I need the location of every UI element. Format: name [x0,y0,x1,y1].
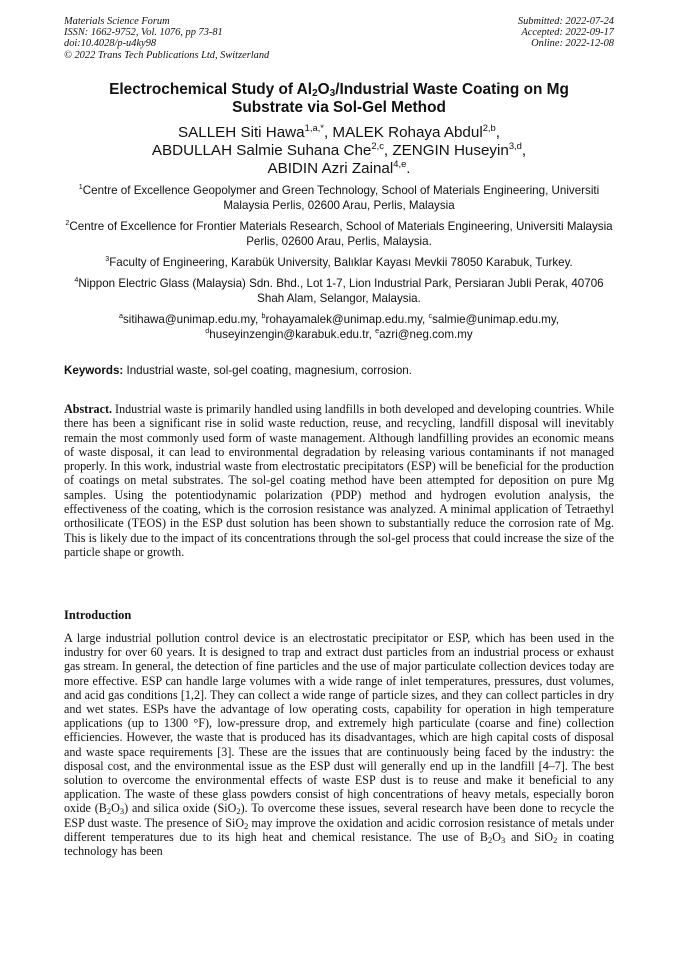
affiliation-1 [64,183,614,213]
intro-subscript: 2 [106,806,112,817]
affiliation-marker: 2 [65,218,70,228]
affiliations [64,183,614,342]
email-line-2 [64,327,614,342]
intro-subscript: 3 [500,834,506,845]
abstract [64,402,614,559]
email-marker: d [205,326,210,336]
affiliation-text: Centre of Excellence for Frontier Materials Research, School of Materials Engineering, Universiti Malaysia Perlis, 02600 Arau, Perlis, Malaysia. [69,220,613,248]
author-affiliation-marker: 1,a,* [304,121,324,133]
email-address[interactable]: rohayamalek@unimap.edu.my, [265,313,429,326]
keywords-label: Keywords: [64,364,124,377]
title-line-1 [64,81,614,99]
author-line-3 [64,157,614,178]
title-text: O [317,81,330,98]
author-separator: , [383,142,393,159]
author-name: MALEK Rohaya Abdul [332,124,483,141]
author-affiliation-marker: 2,b [482,121,496,133]
header-right [518,16,614,50]
intro-subscript: 2 [244,820,249,831]
affiliation-2 [64,219,614,249]
affiliation-3 [64,255,614,270]
intro-text: O [111,801,120,816]
author-separator: , [521,142,527,159]
author-list [64,121,614,178]
introduction-body [64,631,614,858]
author-name: ZENGIN Huseyin [392,142,509,159]
abstract-label: Abstract. [64,402,113,416]
author-name: ABIDIN Azri Zainal [267,160,394,177]
title-line-2: Substrate via Sol-Gel Method [232,98,446,116]
introduction-heading: Introduction [64,608,132,622]
email-line-1 [64,312,614,327]
intro-subscript: 2 [236,806,241,817]
affiliation-text: Nippon Electric Glass (Malaysia) Sdn. Bhd., Lot 1-7, Lion Industrial Park, Persiaran Jubli Perak, 40706 Shah Alam, Selangor, Malaysia. [78,277,604,305]
author-affiliation-marker: 4,e [393,157,407,169]
intro-subscript: 3 [119,806,125,817]
intro-text: ). To overcome these issues, several research have been done to recycle the ESP dust waste. The presence of SiO [64,801,614,830]
accepted-date: Accepted: 2022-09-17 [521,27,614,39]
email-address[interactable]: sitihawa@unimap.edu.my, [122,313,262,326]
doi-line[interactable]: doi:10.4028/p-u4ky98 [64,38,157,50]
author-line-1 [64,121,614,142]
email-address[interactable]: salmie@unimap.edu.my, [432,313,559,326]
intro-subscript: 2 [487,834,493,845]
copyright-line: © 2022 Trans Tech Publications Ltd, Switzerland [64,49,270,61]
keywords [64,364,624,378]
intro-text: may improve the oxidation and acidic corrosion resistance of metals under different temperatures due to its high heat and chemical resistance. The use of B [64,815,614,844]
email-marker: c [428,311,433,321]
header-left [64,16,269,61]
submitted-date: Submitted: 2022-07-24 [517,16,614,27]
author-separator: , [323,124,333,141]
affiliation-marker: 3 [105,254,110,264]
author-name: SALLEH Siti Hawa [177,124,305,141]
affiliation-marker: 4 [74,275,79,285]
issn-line: ISSN: 1662-9752, Vol. 1076, pp 73-81 [64,27,223,39]
abstract-text: Industrial waste is primarily handled using landfills in both developed and developing countries. While there has been a significant rise in solid waste reduction, reuse, and recycling, landfill disposal will inevitably remain the most commonly used form of waste management. Although landfilling provides an economic means of waste disposal, it can lead to environmental degradation by releasing various contaminants if not managed properly. In this work, industrial waste from electrostatic precipitators (ESP) will be beneficial for the production of coatings on metal substrates. The sol-gel coating method have been attempted for deposition on pure Mg samples. Using the potentiodynamic polarization (PDP) method and hydrogen evolution analysis, the effectiveness of the coating, which is the corrosion resistance was analyzed. A minimal application of Tetraethyl orthosilicate (TEOS) in the ESP dust solution has been shown to substantially reduce the corrosion rate of Mg. This is likely due to the impact of its concentrations through the sol-gel process that could increase the size of the particle shape or growth. [64,402,614,559]
intro-text: in coating technology has been [64,829,614,859]
author-emails [64,312,614,342]
affiliation-marker: 1 [78,182,83,192]
author-line-2 [64,139,614,160]
author-name: ABDULLAH Salmie Suhana Che [151,142,372,159]
author-separator: , [495,124,501,141]
keywords-text: Industrial waste, sol-gel coating, magnesium, corrosion. [123,364,412,377]
affiliation-4 [64,276,614,306]
intro-subscript: 2 [553,834,558,845]
title-text: /Industrial Waste Coating on Mg [335,81,569,98]
affiliation-text: Centre of Excellence Geopolymer and Green Technology, School of Materials Engineering, Universiti Malaysia Perlis, 02600 Arau, Perlis, Malaysia [82,184,600,212]
paper-title [64,81,614,116]
affiliation-text: Faculty of Engineering, Karabük University, Balıklar Kayası Mevkii 78050 Karabuk, Turkey. [109,256,573,269]
email-address[interactable]: huseyinzengin@karabuk.edu.tr, [209,328,376,341]
intro-text: and SiO [505,829,554,844]
intro-text: A large industrial pollution control device is an electrostatic precipitator or ESP, which has been used in the industry for over 60 years. It is designed to trap and extract dust particles from an industrial process or exhaust gas stream. In general, the detection of fine particles and the use of major particulate collection devices today are more effective. ESP can handle large volumes with a wide range of inlet temperatures, pressures, dust volumes, and acid gas conditions [1,2]. They can collect a wide range of particle sizes, and they can collect particles in dry and wet states. ESPs have the advantage of low operating costs, capability for operation in high temperature applications (up to 1300 °F), low-pressure drop, and extremely high particulate (coarse and fine) collection efficiencies. However, the waste that is produced has its disadvantages, which are high capital costs of disposal and waste space requirements [3]. These are the issues that are continuously being faced by the industry: the disposal cost, and the environmental issue as the ESP dust will generally end up in the landfill [4–7]. The best solution to overcome the environmental effects of waste ESP dust is to reuse and make it beneficial to any application. The waste of these glass powders consist of high concentrations of heavy metals, especially boron oxide (B [64,631,614,816]
author-affiliation-marker: 2,c [371,139,384,151]
journal-name: Materials Science Forum [64,16,170,27]
intro-text: ) and silica oxide (SiO [124,801,237,816]
email-marker: a [118,311,123,321]
email-marker: b [261,311,266,321]
author-separator: . [406,160,411,177]
title-subscript: 2 [312,88,318,99]
email-marker: e [375,326,380,336]
title-text: Electrochemical Study of Al [109,81,313,98]
online-date: Online: 2022-12-08 [531,38,614,50]
author-affiliation-marker: 3,d [508,139,522,151]
email-address[interactable]: azri@neg.com.my [379,328,473,341]
title-subscript: 3 [329,88,336,99]
intro-text: O [492,829,501,844]
